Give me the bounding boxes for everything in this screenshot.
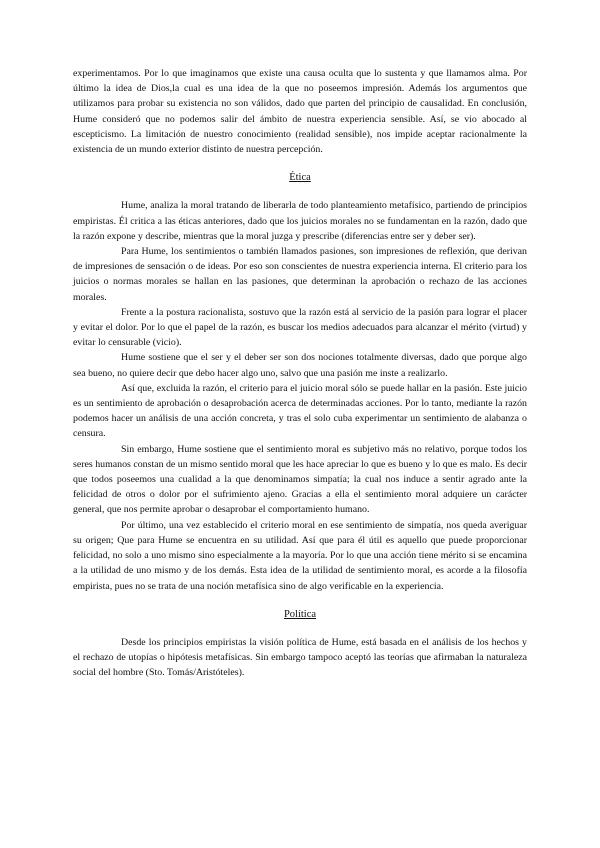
- etica-section: [73, 198, 527, 593]
- politica-paragraph-1: Desde los principios empiristas la visión política de Hume, está basada en el análisis de los hechos y el rechazo de utopías o hipótesis metafísicas. Sin embargo tampoco aceptó las teorías que afirmaban la naturaleza social del hombre (Sto. Tomás/Aristóteles).: [73, 636, 527, 679]
- politica-section: [73, 635, 527, 681]
- etica-paragraph-6: Sin embargo, Hume sostiene que el sentimiento moral es subjetivo más no relativo, porque todos los seres humanos constan de un mismo sentido moral que les hace apreciar lo que es bueno y lo que es malo. Es decir que todos poseemos una cualidad a la que denominamos simpatía; la cual nos induce a sentir agrado ante la felicidad de otros o dolor por el sufrimiento ajeno. Gracias a ella el sentimiento moral adquiere un carácter general, que nos permite aprobar o desaprobar el comportamiento humano.: [73, 443, 527, 516]
- intro-paragraph: experimentamos. Por lo que imaginamos que existe una causa oculta que lo sustenta y que llamamos alma. Por último la idea de Dios,la cual es una idea de la que no poseemos impresión. Además los argumentos que utilizamos para probar su existencia no son válidos, dado que parten del principio de causalidad. En conclusión, Hume consideró que no podemos salir del ámbito de nuestra experiencia sensible. Así, se vio abocado al escepticismo. La limitación de nuestro conocimiento (realidad sensible), nos impide aceptar racionalmente la existencia de un mundo exterior distinto de nuestra percepción.: [73, 68, 527, 156]
- politica-heading: Política: [283, 608, 317, 620]
- etica-paragraph-5: Así que, excluida la razón, el criterio para el juicio moral sólo se puede hallar en la pasión. Este juicio es un sentimiento de aprobación o desaprobación acerca de determinadas acciones. Por lo tanto, mediante la razón podemos hacer un análisis de una acción concreta, y tras el solo cuba experimentar un sentimiento de alabanza o censura.: [73, 382, 527, 440]
- etica-paragraph-7: Por último, una vez establecido el criterio moral en ese sentimiento de simpatía, nos queda averiguar su origen; Que para Hume se encuentra en su utilidad. Así que para él útil es aquello que puede proporcionar felicidad, no solo a uno mismo sino especialmente a la mayoría. Por lo que una acción tiene mérito si se encamina a la utilidad de uno mismo y de los demás. Esta idea de la utilidad de sentimiento moral, es acorde a la filosofía empirista, pues no se trata de una noción metafísica sino de algo verificable en la experiencia.: [73, 519, 527, 592]
- etica-paragraph-1: Hume, analiza la moral tratando de liberarla de todo planteamiento metafísico, partiendo de principios empiristas. Él critica a las éticas anteriores, dado que los juicios morales no se fundamentan en la razón, dado que la razón expone y describe, mientras que la moral juzga y prescribe (diferencias entre ser y deber ser).: [73, 200, 527, 242]
- document-page: [73, 66, 527, 681]
- etica-paragraph-4: Hume sostiene que el ser y el deber ser son dos nociones totalmente diversas, dado que porque algo sea bueno, no quiere decir que debo hacer algo uno, salvo que una pasión me inste a realizarlo.: [73, 352, 527, 379]
- etica-paragraph-2: Para Hume, los sentimientos o también llamados pasiones, son impresiones de reflexión, que derivan de impresiones de sensación o de ideas. Por eso son conscientes de nuestra experiencia interna. El criterio para los juicios o normas morales se hallan en las pasiones, que determinan la aprobación o rechazo de las acciones morales.: [73, 246, 527, 303]
- etica-heading: Ética: [289, 172, 311, 184]
- etica-paragraph-3: Frente a la postura racionalista, sostuvo que la razón está al servicio de la pasión para lograr el placer y evitar el dolor. Por lo que el papel de la razón, es buscar los medios adecuados para alcanzar el mérito (virtud) y evitar lo censurable (vicio).: [73, 306, 527, 349]
